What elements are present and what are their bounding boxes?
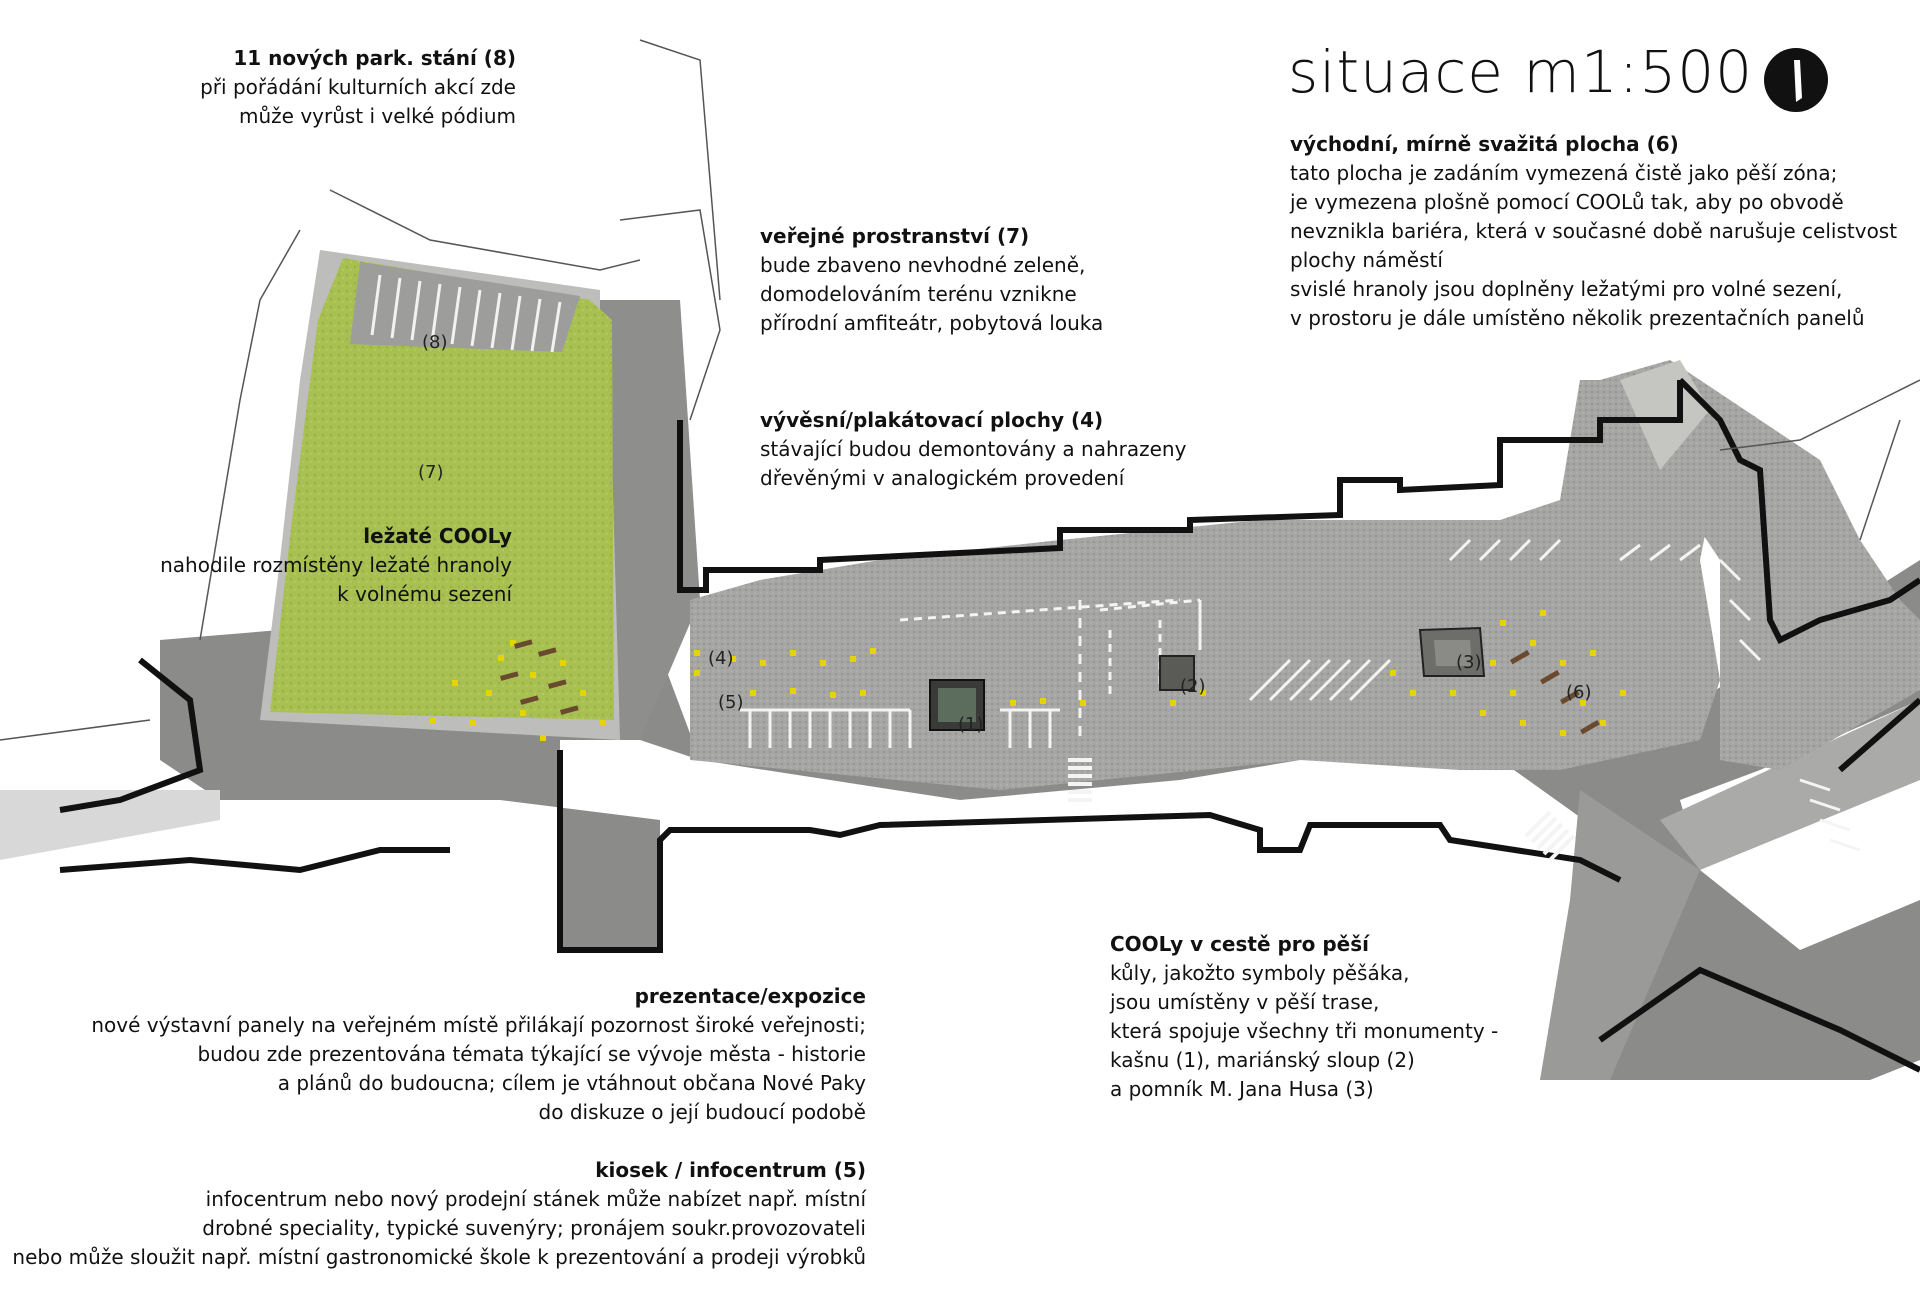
- note-line: do diskuze o její budoucí podobě: [538, 1100, 866, 1124]
- label-3: (3): [1456, 652, 1482, 673]
- note-line: plochy náměstí: [1290, 248, 1443, 272]
- note-posters: [760, 406, 1186, 493]
- label-7: (7): [418, 462, 444, 483]
- note-line: stávající budou demontovány a nahrazeny: [760, 437, 1187, 461]
- note-line: kůly, jakožto symboly pěšáka,: [1110, 961, 1410, 985]
- note-line: která spojuje všechny tři monumenty -: [1110, 1019, 1499, 1043]
- note-line: bude zbaveno nevhodné zeleně,: [760, 253, 1086, 277]
- label-2: (2): [1180, 676, 1206, 697]
- note-line: kašnu (1), mariánský sloup (2): [1110, 1048, 1415, 1072]
- note-heading: 11 nových park. stání (8): [233, 46, 516, 70]
- note-line: a pomník M. Jana Husa (3): [1110, 1077, 1374, 1101]
- note-heading: veřejné prostranství (7): [760, 224, 1030, 248]
- note-line: může vyrůst i velké pódium: [239, 104, 516, 128]
- note-line: budou zde prezentována témata týkající se vývoje města - historie: [197, 1042, 866, 1066]
- note-line: v prostoru je dále umístěno několik prezentačních panelů: [1290, 306, 1865, 330]
- note-line: je vymezena plošně pomocí COOLů tak, aby po obvodě: [1290, 190, 1844, 214]
- note-lying-cools: [160, 522, 512, 609]
- note-heading: východní, mírně svažitá plocha (6): [1290, 132, 1679, 156]
- plan-title: situace m1:500: [1288, 38, 1754, 106]
- note-line: k volnému sezení: [337, 582, 512, 606]
- note-kiosk: [12, 1156, 866, 1272]
- note-parking: [200, 44, 516, 131]
- note-line: nebo může sloužit např. místní gastronomické škole k prezentování a prodeji výrobků: [12, 1245, 866, 1269]
- label-5: (5): [718, 692, 744, 713]
- note-east-area: [1290, 130, 1897, 333]
- lawn: [260, 250, 620, 740]
- note-heading: ležaté COOLy: [363, 524, 512, 548]
- note-line: a plánů do budoucna; cílem je vtáhnout občana Nové Paky: [277, 1071, 866, 1095]
- label-1: (1): [958, 714, 984, 735]
- north-arrow-icon: [1762, 46, 1830, 114]
- note-line: nové výstavní panely na veřejném místě přilákají pozornost široké veřejnosti;: [91, 1013, 866, 1037]
- label-8: (8): [422, 332, 448, 353]
- note-line: nahodile rozmístěny ležaté hranoly: [160, 553, 512, 577]
- note-heading: COOLy v cestě pro pěší: [1110, 932, 1370, 956]
- note-line: domodelováním terénu vznikne: [760, 282, 1077, 306]
- note-heading: vývěsní/plakátovací plochy (4): [760, 408, 1104, 432]
- note-cools-path: [1110, 930, 1498, 1104]
- note-heading: kiosek / infocentrum (5): [595, 1158, 866, 1182]
- note-line: tato plocha je zadáním vymezená čistě jako pěší zóna;: [1290, 161, 1838, 185]
- label-6: (6): [1566, 682, 1592, 703]
- note-line: infocentrum nebo nový prodejní stánek může nabízet např. místní: [205, 1187, 866, 1211]
- note-public-space: [760, 222, 1103, 338]
- note-heading: prezentace/expozice: [634, 984, 866, 1008]
- note-line: přírodní amfiteátr, pobytová louka: [760, 311, 1104, 335]
- note-line: nevznikla bariéra, která v současné době narušuje celistvost: [1290, 219, 1898, 243]
- note-presentation: [91, 982, 866, 1127]
- note-line: jsou umístěny v pěší trase,: [1110, 990, 1380, 1014]
- note-line: svislé hranoly jsou doplněny ležatými pro volné sezení,: [1290, 277, 1843, 301]
- label-4: (4): [708, 648, 734, 669]
- note-line: dřevěnými v analogickém provedení: [760, 466, 1125, 490]
- note-line: drobné speciality, typické suvenýry; pronájem soukr.provozovateli: [202, 1216, 866, 1240]
- note-line: při pořádání kulturních akcí zde: [200, 75, 516, 99]
